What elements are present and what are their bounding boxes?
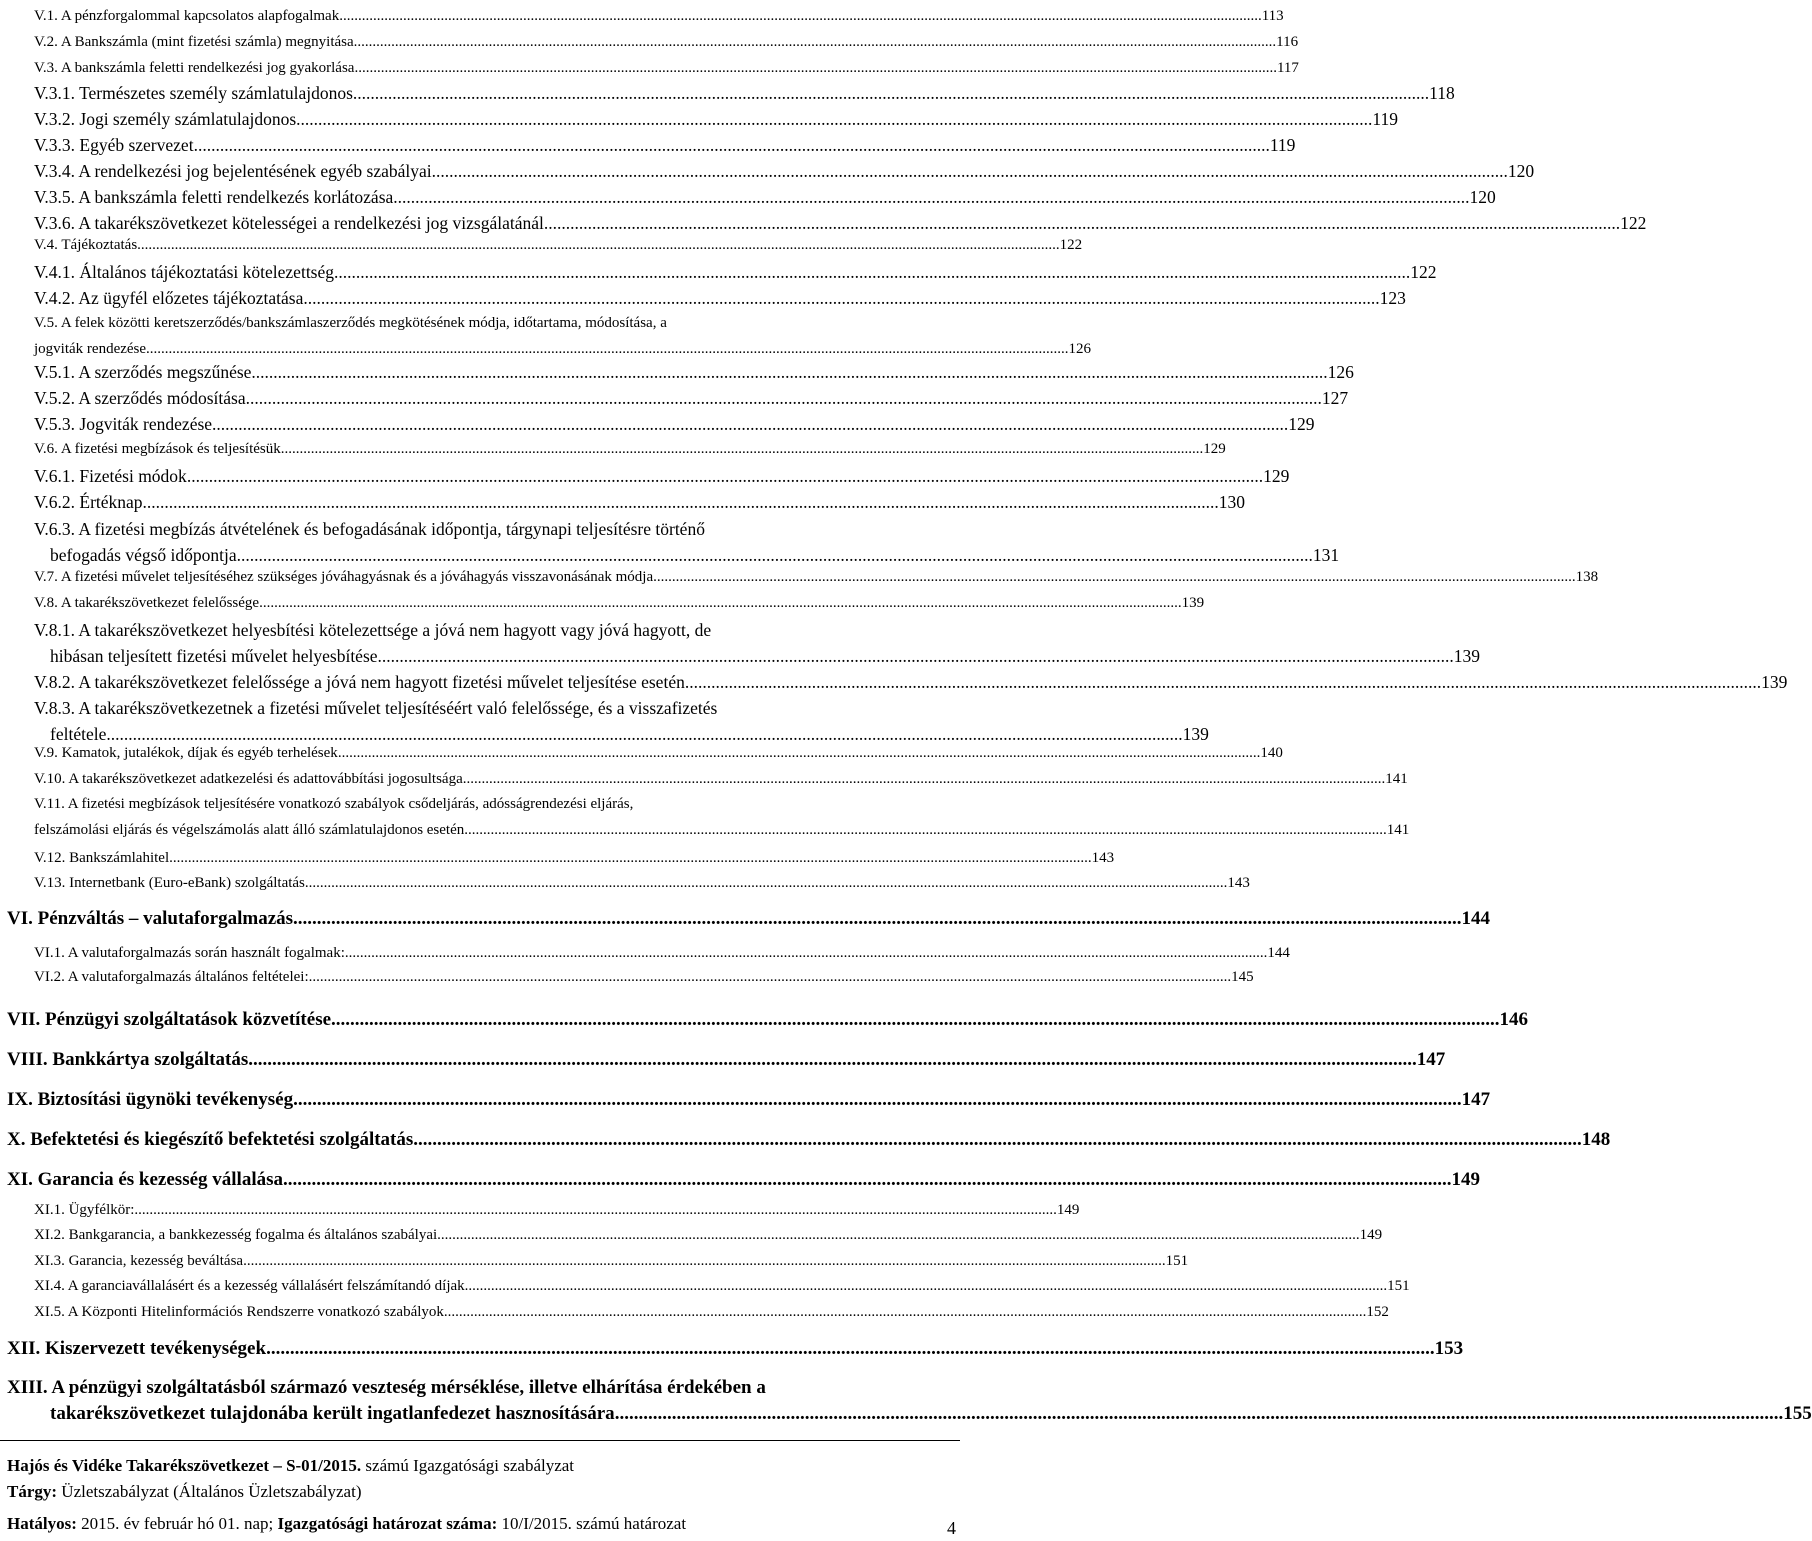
toc-entry-title: IX. Biztosítási ügynöki tevékenység: [7, 1089, 294, 1110]
toc-page-number: 152: [1366, 1304, 1389, 1320]
toc-entry-title-continued: felszámolási eljárás és végelszámolás alatt álló számlatulajdonos esetén: [34, 822, 465, 838]
toc-entry-title: V.12. Bankszámlahitel: [34, 850, 170, 866]
toc-entry-title: XI.2. Bankgarancia, a bankkezesség fogalma és általános szabályai: [34, 1227, 438, 1243]
footer-subject: Üzletszabályzat (Általános Üzletszabályzat): [57, 1482, 362, 1501]
dot-leader: [444, 1304, 1367, 1321]
page-number: 4: [947, 1518, 956, 1538]
toc-entry-title: V.6.3. A fizetési megbízás átvételének és befogadásának időpontja, tárgynapi teljesítésre történő: [34, 519, 705, 539]
footer-effective-label: Hatályos:: [7, 1514, 77, 1533]
footer-resolution-label: Igazgatósági határozat száma:: [273, 1514, 498, 1533]
toc-entry-title: V.5.1. A szerződés megszűnése: [34, 362, 252, 382]
toc-page-number: 120: [1507, 161, 1535, 181]
toc-entry-title: V.9. Kamatok, jutalékok, díjak és egyéb terhelések: [34, 745, 338, 761]
toc-entry-title: VII. Pénzügyi szolgáltatások közvetítése: [7, 1009, 332, 1030]
dot-leader: [187, 466, 1263, 487]
toc-entry-title: V.8.3. A takarékszövetkezetnek a fizetési művelet teljesítéséért való felelőssége, és a visszafizetés: [34, 698, 718, 718]
toc-page-number: 143: [1091, 850, 1115, 866]
toc-page-number: 129: [1263, 466, 1290, 486]
toc-page-number: 139: [1181, 595, 1205, 611]
dot-leader: [685, 672, 1761, 693]
toc-page-number: 129: [1203, 441, 1226, 457]
toc-entry-title: V.3.2. Jogi személy számlatulajdonos: [34, 109, 297, 129]
dot-leader: [293, 1089, 1462, 1111]
toc-page-number: 145: [1231, 969, 1254, 985]
dot-leader: [283, 1169, 1452, 1191]
toc-entry-title: VIII. Bankkártya szolgáltatás: [7, 1049, 249, 1070]
dot-leader: [237, 545, 1313, 566]
toc-page-number: 139: [1453, 646, 1481, 666]
toc-entry-title-continued: feltétele: [50, 724, 107, 744]
toc-entry-title-continued: takarékszövetkezet tulajdonába került ingatlanfedezet hasznosítására: [50, 1403, 615, 1424]
toc-entry-title: V.3.5. A bankszámla feletti rendelkezés korlátozása: [34, 187, 394, 207]
toc-page-number: 144: [1267, 945, 1290, 961]
toc-entry-title: V.8. A takarékszövetkezet felelőssége: [34, 595, 260, 611]
dot-leader: [339, 8, 1262, 25]
dot-leader: [464, 822, 1387, 839]
toc-page-number: 147: [1416, 1049, 1446, 1070]
dot-leader: [106, 724, 1182, 745]
toc-entry-title: V.5.3. Jogviták rendezése: [34, 414, 213, 434]
dot-leader: [137, 237, 1060, 254]
dot-leader: [437, 1227, 1360, 1244]
toc-entry-title: V.4.1. Általános tájékoztatási kötelezettség: [34, 262, 335, 282]
toc-entry-title: VI.2. A valutaforgalmazás általános feltételei:: [34, 969, 309, 985]
dot-leader: [465, 1278, 1388, 1295]
toc-page-number: 139: [1182, 724, 1209, 744]
toc-page-number: 122: [1059, 237, 1083, 253]
toc-page-number: 119: [1372, 109, 1399, 129]
dot-leader: [615, 1403, 1784, 1425]
dot-leader: [243, 1253, 1166, 1270]
dot-leader: [194, 135, 1270, 156]
dot-leader: [251, 362, 1327, 383]
dot-leader: [266, 1338, 1435, 1360]
toc-page-number: 151: [1387, 1278, 1410, 1294]
dot-leader: [345, 945, 1268, 962]
dot-leader: [354, 60, 1277, 77]
toc-page-number: 126: [1327, 362, 1354, 382]
dot-leader: [432, 161, 1508, 182]
toc-page-number: 123: [1379, 288, 1406, 308]
toc-entry-title: V.10. A takarékszövetkezet adatkezelési és adattovábbítási jogosultsága: [34, 771, 463, 787]
dot-leader: [463, 771, 1386, 788]
toc-entry-title: V.3.4. A rendelkezési jog bejelentésének egyéb szabályai: [34, 161, 432, 181]
toc-entry-title: VI. Pénzváltás – valutaforgalmazás: [7, 908, 294, 929]
toc-entry-title: V.13. Internetbank (Euro-eBank) szolgáltatás: [34, 875, 305, 891]
toc-entry-title: XI.1. Ügyfélkör:: [34, 1202, 135, 1218]
toc-page-number: 140: [1260, 745, 1283, 761]
toc-entry-title-continued: befogadás végső időpontja: [50, 545, 237, 565]
footer-line-1: [7, 1456, 574, 1476]
toc-page-number: 126: [1068, 341, 1092, 357]
toc-entry-title: XII. Kiszervezett tevékenységek: [7, 1338, 267, 1359]
footer-divider: [0, 1440, 960, 1441]
toc-page-number: 141: [1385, 771, 1408, 787]
dot-leader: [143, 492, 1219, 513]
toc-entry-title: V.3.3. Egyéb szervezet: [34, 135, 194, 155]
toc-page-number: 118: [1429, 83, 1455, 103]
dot-leader: [296, 109, 1372, 130]
footer-subject-label: Tárgy:: [7, 1482, 58, 1501]
toc-page-number: 138: [1575, 569, 1599, 585]
dot-leader: [334, 262, 1410, 283]
dot-leader: [378, 646, 1454, 667]
toc-page-number: 116: [1276, 34, 1299, 50]
toc-page-number: 146: [1499, 1009, 1529, 1030]
dot-leader: [413, 1129, 1582, 1151]
toc-entry-title: VI.1. A valutaforgalmazás során használt fogalmak:: [34, 945, 345, 961]
dot-leader: [331, 1009, 1500, 1031]
dot-leader: [305, 875, 1228, 892]
toc-entry-title-continued: jogviták rendezése: [34, 341, 147, 357]
toc-page-number: 120: [1469, 187, 1496, 207]
toc-page-number: 144: [1461, 908, 1491, 929]
toc-entry-title: V.1. A pénzforgalommal kapcsolatos alapfogalmak: [34, 8, 340, 24]
toc-entry-title: XI.5. A Központi Hitelinformációs Rendszerre vonatkozó szabályok: [34, 1304, 444, 1320]
toc-page-number: 130: [1218, 492, 1246, 512]
toc-entry-title: XI.3. Garancia, kezesség beváltása: [34, 1253, 244, 1269]
dot-leader: [293, 908, 1462, 930]
toc-entry-title: V.5. A felek közötti keretszerződés/bankszámlaszerződés megkötésének módja, időtartama, módosítása, a: [34, 315, 667, 331]
dot-leader: [134, 1202, 1057, 1219]
dot-leader: [146, 341, 1069, 358]
footer-line-3: [7, 1514, 686, 1534]
toc-page-number: 113: [1261, 8, 1284, 24]
toc-entry-title: XIII. A pénzügyi szolgáltatásból származó veszteség mérséklése, illetve elhárítása érdekében a: [7, 1377, 766, 1398]
dot-leader: [281, 441, 1204, 458]
footer-effective-date: 2015. év február hó 01. nap;: [76, 1514, 274, 1533]
toc-page-number: 139: [1761, 672, 1788, 692]
toc-page-number: 147: [1461, 1089, 1491, 1110]
toc-page-number: 155: [1783, 1403, 1812, 1424]
toc-entry-title: V.3.6. A takarékszövetkezet kötelességei a rendelkezési jog vizsgálatánál: [34, 213, 544, 233]
toc-entry-title: V.5.2. A szerződés módosítása: [34, 388, 246, 408]
toc-entry-title: V.6.1. Fizetési módok: [34, 466, 187, 486]
dot-leader: [246, 388, 1322, 409]
toc-page-number: 117: [1276, 60, 1299, 76]
toc-entry-title: V.8.2. A takarékszövetkezet felelőssége a jóvá nem hagyott fizetési művelet teljesítése esetén: [34, 672, 685, 692]
toc-page-number: 149: [1359, 1227, 1383, 1243]
toc-page-number: 148: [1581, 1129, 1611, 1150]
toc-page-number: 127: [1321, 388, 1349, 408]
toc-entry-title: X. Befektetési és kiegészítő befektetési szolgáltatás: [7, 1129, 414, 1150]
dot-leader: [393, 187, 1469, 208]
toc-entry-title: V.8.1. A takarékszövetkezet helyesbítési kötelezettsége a jóvá nem hagyott vagy jóvá hagyott, de: [34, 620, 712, 640]
footer-regulation-type: számú Igazgatósági szabályzat: [361, 1456, 575, 1475]
toc-entry-title: V.4.2. Az ügyfél előzetes tájékoztatása: [34, 288, 304, 308]
toc-page-number: 122: [1620, 213, 1647, 233]
toc-entry-title: V.11. A fizetési megbízások teljesítésére vonatkozó szabályok csődeljárás, adósságrendezési eljárás,: [34, 796, 634, 812]
toc-page-number: 131: [1312, 545, 1340, 565]
dot-leader: [653, 569, 1576, 586]
toc-page-number: 122: [1410, 262, 1437, 282]
toc-entry-title: V.3.1. Természetes személy számlatulajdonos: [34, 83, 353, 103]
dot-leader: [353, 83, 1429, 104]
toc-entry-title: XI.4. A garanciavállalásért és a kezesség vállalásért felszámítandó díjak: [34, 1278, 465, 1294]
footer-resolution-number: 10/I/2015. számú határozat: [497, 1514, 687, 1533]
dot-leader: [544, 213, 1620, 234]
dot-leader: [259, 595, 1182, 612]
dot-leader: [169, 850, 1092, 867]
toc-page-number: 129: [1288, 414, 1315, 434]
toc-entry-title: V.6. A fizetési megbízások és teljesítésük: [34, 441, 281, 457]
footer-line-2: [7, 1482, 361, 1502]
toc-page-number: 143: [1227, 875, 1250, 891]
toc-page-number: 149: [1056, 1202, 1080, 1218]
toc-page-number: 149: [1451, 1169, 1481, 1190]
dot-leader: [248, 1049, 1417, 1071]
toc-entry-title: V.3. A bankszámla feletti rendelkezési jog gyakorlása: [34, 60, 355, 76]
dot-leader: [338, 745, 1261, 762]
toc-page-number: 119: [1269, 135, 1296, 155]
toc-page-number: 141: [1386, 822, 1410, 838]
dot-leader: [303, 288, 1379, 309]
toc-entry-title: V.4. Tájékoztatás: [34, 237, 138, 253]
toc-entry-title: V.7. A fizetési művelet teljesítéséhez szükséges jóváhagyásnak és a jóváhagyás visszavonásának módja: [34, 569, 654, 585]
toc-entry-title-continued: hibásan teljesített fizetési művelet helyesbítése: [50, 646, 378, 666]
toc-entry-title: V.6.2. Értéknap: [34, 492, 143, 512]
dot-leader: [354, 34, 1277, 51]
toc-page-number: 153: [1434, 1338, 1464, 1359]
dot-leader: [212, 414, 1288, 435]
toc-entry-title: XI. Garancia és kezesség vállalása: [7, 1169, 284, 1190]
toc-page-number: 151: [1165, 1253, 1189, 1269]
dot-leader: [309, 969, 1232, 986]
toc-entry-title: V.2. A Bankszámla (mint fizetési számla) megnyitása: [34, 34, 354, 50]
footer-institution: Hajós és Vidéke Takarékszövetkezet – S-01/2015.: [7, 1456, 362, 1475]
